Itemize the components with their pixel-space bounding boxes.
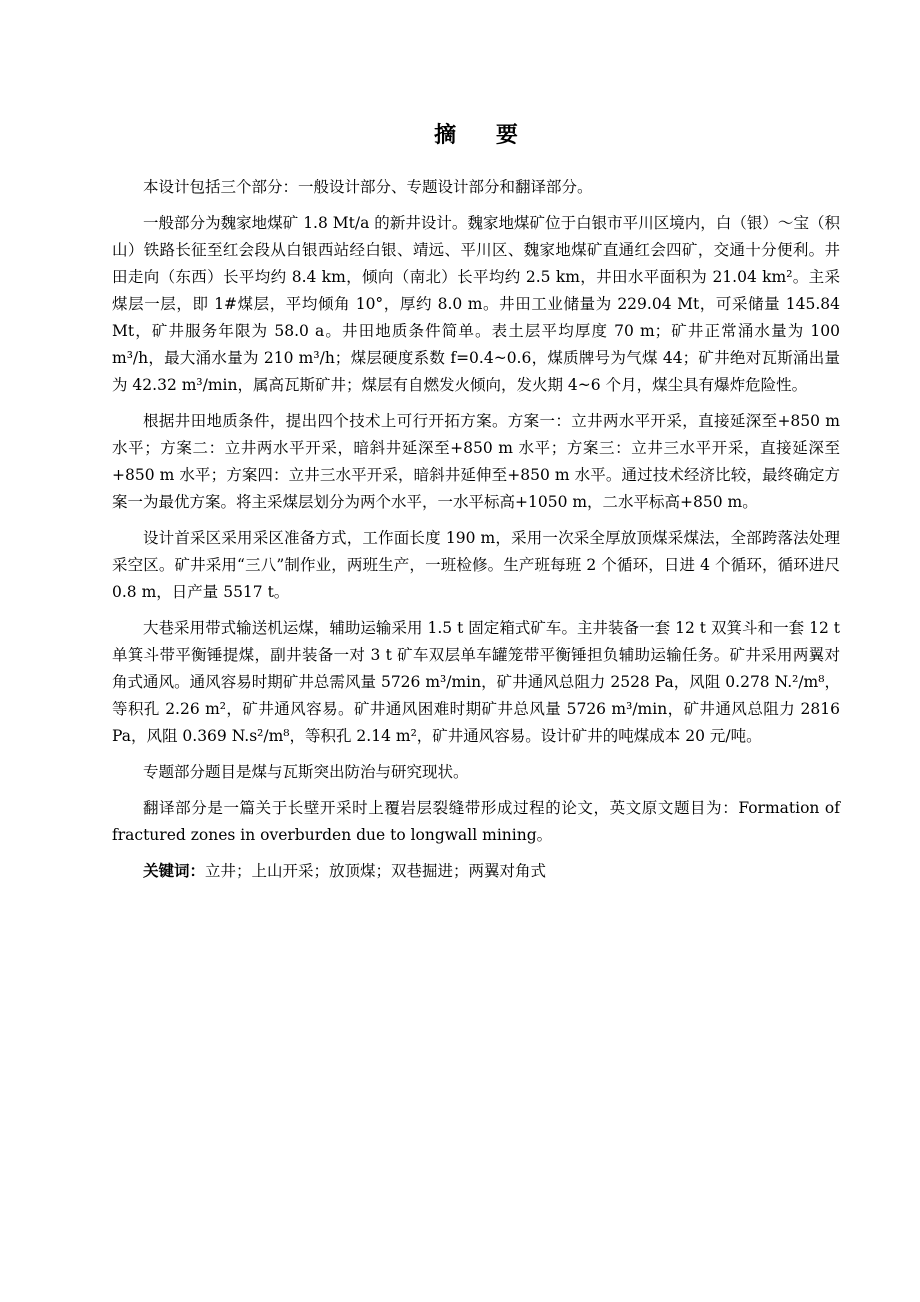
abstract-paragraph-special-topic: 专题部分题目是煤与瓦斯突出防治与研究现状。 [143,763,469,781]
abstract-paragraph-mining-district: 设计首采区采用采区准备方式，工作面长度 190 m，采用一次采全厚放顶煤采煤法，全部跨落法处理采空区。矿井采用“三八”制作业，两班生产，一班检修。生产班每班 2 个循环，日进 4 个循环，循环进尺 0.8 m，日产量 5517 t。 [112,529,840,601]
keywords-text: 立井；上山开采；放顶煤；双巷掘进；两翼对角式 [205,862,547,880]
abstract-paragraph-general-design: 一般部分为魏家地煤矿 1.8 Mt/a 的新井设计。魏家地煤矿位于白银市平川区境内，白（银）～宝（积山）铁路长征至红会段从白银西站经白银、靖远、平川区、魏家地煤矿直通红会四矿，交通十分便利。井田走向（东西）长平均约 8.4 km，倾向（南北）长平均约 2.5 km，井田水平面积为 21.04 km²。主采煤层一层，即 1#煤层，平均倾角 10°，厚约 8.0 m。井田工业储量为 229.04 Mt，可采储量 145.84 Mt，矿井服务年限为 58.0 a。井田地质条件简单。表土层平均厚度 70 m；矿井正常涌水量为 100 m³/h，最大涌水量为 210 m³/h；煤层硬度系数 f=0.4~0.6，煤质牌号为气煤 44；矿井绝对瓦斯涌出量为 42.32 m³/min，属高瓦斯矿井；煤层有自燃发火倾向，发火期 4~6 个月，煤尘具有爆炸危险性。 [112,214,840,394]
abstract-paragraph-development-schemes: 根据井田地质条件，提出四个技术上可行开拓方案。方案一：立井两水平开采，直接延深至+850 m 水平；方案二：立井两水平开采，暗斜井延深至+850 m 水平；方案三：立井三水平开采，直接延深至+850 m 水平；方案四：立井三水平开采，暗斜井延伸至+850 m 水平。通过技术经济比较，最终确定方案一为最优方案。将主采煤层划分为两个水平，一水平标高+1050 m，二水平标高+850 m。 [112,412,840,511]
abstract-page [112,118,840,885]
abstract-paragraph-transport-ventilation: 大巷采用带式输送机运煤，辅助运输采用 1.5 t 固定箱式矿车。主井装备一套 12 t 双箕斗和一套 12 t 单箕斗带平衡锤提煤，副井装备一对 3 t 矿车双层单车罐笼带平衡锤担负辅助运输任务。矿井采用两翼对角式通风。通风容易时期矿井总需风量 5726 m³/min，矿井通风总阻力 2528 Pa，风阻 0.278 N.²/m⁸，等积孔 2.26 m²，矿井通风容易。矿井通风困难时期矿井总风量 5726 m³/min，矿井通风总阻力 2816 Pa，风阻 0.369 N.s²/m⁸，等积孔 2.14 m²，矿井通风容易。设计矿井的吨煤成本 20 元/吨。 [112,619,840,745]
keywords-line [112,858,840,885]
abstract-paragraph-translation: 翻译部分是一篇关于长壁开采时上覆岩层裂缝带形成过程的论文，英文原文题目为：Formation of fractured zones in overburden due to longwall mining。 [112,799,840,844]
abstract-paragraph-overview: 本设计包括三个部分：一般设计部分、专题设计部分和翻译部分。 [143,178,593,196]
keywords-label: 关键词： [143,862,206,880]
abstract-title: 摘 要 [434,123,534,148]
